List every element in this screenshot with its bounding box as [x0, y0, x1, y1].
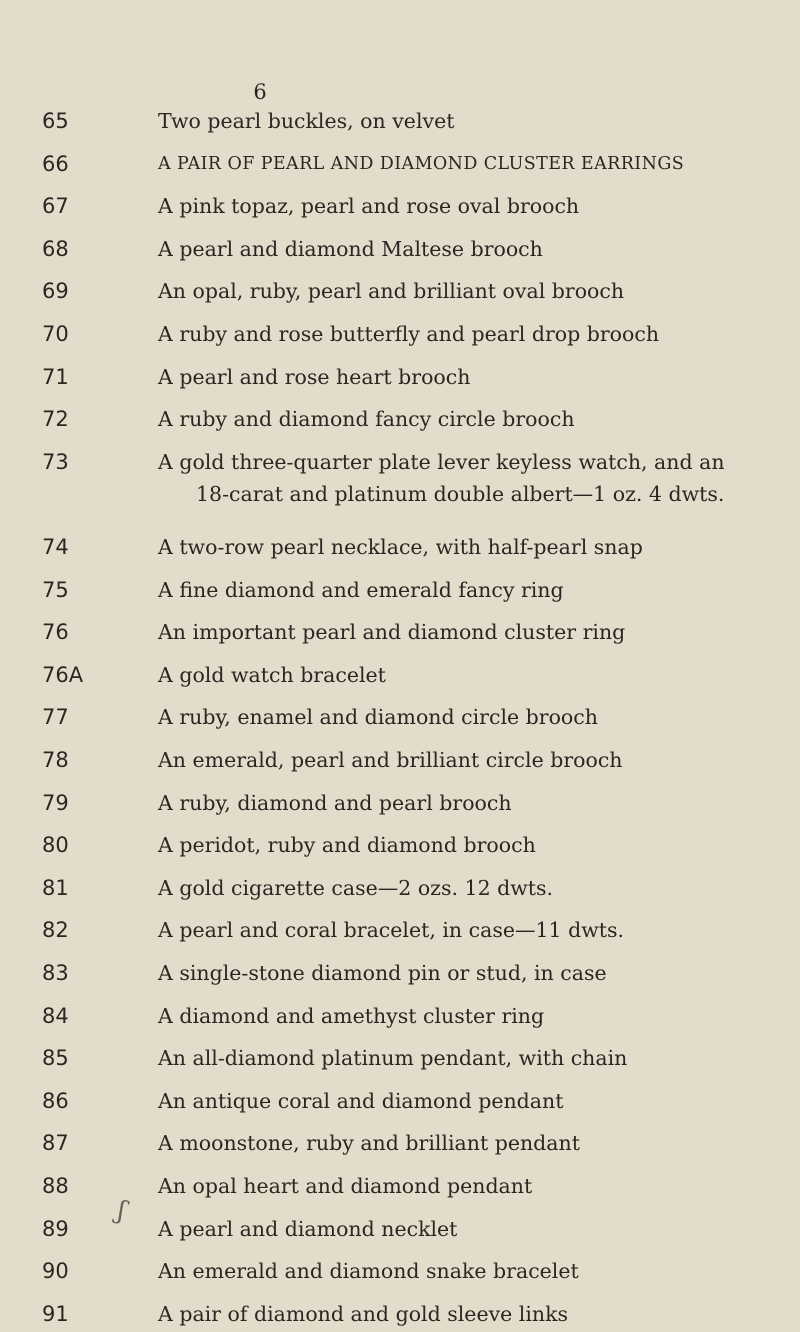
lot-row — [0, 744, 800, 778]
lot-number: 84 — [42, 1003, 69, 1028]
lot-number: 91 — [42, 1301, 69, 1326]
lot-row — [0, 574, 800, 608]
lot-description-text: A ruby and rose butterfly and pearl drop brooch — [158, 322, 660, 346]
lot-row — [0, 233, 800, 267]
lot-description — [158, 1255, 793, 1287]
lot-description — [158, 829, 793, 861]
lot-description-continuation: 18-carat and platinum double albert—1 oz. 4 dwts. — [196, 481, 725, 506]
lot-number: 68 — [42, 236, 69, 261]
lot-number: 73 — [42, 449, 69, 474]
lot-description-text: A two-row pearl necklace, with half-pearl snap — [158, 535, 643, 559]
lot-description-text: A pair of diamond and gold sleeve links — [158, 1301, 569, 1326]
lot-description — [158, 318, 793, 350]
lot-number: 83 — [42, 961, 69, 985]
lot-number: 77 — [42, 705, 69, 730]
lot-number: 66 — [42, 151, 69, 176]
lot-description-text: An emerald and diamond snake bracelet — [158, 1259, 579, 1284]
lot-description-text: A ruby, diamond and pearl brooch — [158, 790, 512, 815]
lot-description — [158, 1127, 793, 1159]
lot-description-text: An important pearl and diamond cluster ring — [158, 620, 626, 645]
lot-number: 81 — [42, 875, 69, 900]
lot-description — [158, 105, 793, 137]
lot-description-text: An all-diamond platinum pendant, with chain — [158, 1046, 628, 1071]
lot-number: 86 — [42, 1088, 69, 1113]
lot-description-text: A peridot, ruby and diamond brooch — [158, 833, 536, 858]
lot-row — [0, 957, 800, 991]
lot-description-text: A single-stone diamond pin or stud, in case — [158, 961, 607, 985]
lot-row — [0, 275, 800, 309]
lot-row — [0, 1255, 800, 1289]
lot-row — [0, 701, 800, 735]
lot-row — [0, 787, 800, 821]
lot-number: 74 — [42, 535, 69, 559]
lot-number: 88 — [42, 1174, 69, 1198]
lot-number: 79 — [42, 790, 69, 815]
lot-number: 85 — [42, 1046, 69, 1071]
lot-number: 72 — [42, 407, 69, 432]
lot-description — [158, 1000, 793, 1032]
lot-description-text: An opal, ruby, pearl and brilliant oval brooch — [158, 279, 625, 304]
lot-number: 78 — [42, 748, 69, 772]
lot-description — [158, 1298, 793, 1330]
lot-row — [0, 190, 800, 224]
lot-row — [0, 531, 800, 565]
lot-row — [0, 1298, 800, 1332]
lot-description-text: A gold watch bracelet — [158, 662, 386, 687]
lot-row — [0, 361, 800, 395]
lot-description — [158, 701, 793, 733]
lot-number: 65 — [42, 109, 69, 133]
lot-description — [158, 659, 793, 691]
lot-number: 75 — [42, 577, 69, 602]
lot-row — [0, 446, 800, 506]
lot-description — [158, 872, 793, 904]
lot-row — [0, 872, 800, 906]
lot-description-text: A gold three-quarter plate lever keyless watch, and an — [158, 449, 725, 474]
lot-description — [158, 914, 793, 946]
lot-row — [0, 914, 800, 948]
lot-description-text: An antique coral and diamond pendant — [158, 1088, 564, 1113]
lot-description — [158, 148, 793, 180]
lot-number: 71 — [42, 364, 69, 389]
lot-row — [0, 1000, 800, 1034]
lot-description — [158, 1042, 793, 1074]
lot-row — [0, 403, 800, 437]
lot-description-text: A pearl and rose heart brooch — [158, 364, 471, 389]
lot-row — [0, 829, 800, 863]
lot-number: 76 — [42, 620, 69, 645]
lot-description-text: A moonstone, ruby and brilliant pendant — [158, 1131, 580, 1156]
lot-number: 69 — [42, 279, 69, 304]
lot-description-text: A pearl and coral bracelet, in case—11 dwts. — [158, 918, 625, 943]
lot-number: 70 — [42, 322, 69, 346]
lot-description — [158, 361, 793, 393]
lot-description — [158, 233, 793, 265]
page-number: 6 — [253, 80, 267, 104]
lot-row — [0, 1085, 800, 1119]
lot-description-text: A PAIR OF PEARL AND DIAMOND CLUSTER EARRINGS — [158, 153, 685, 174]
lot-description — [158, 1213, 793, 1245]
lot-description — [158, 403, 793, 435]
lot-number: 80 — [42, 833, 69, 858]
lot-number: 76A — [42, 662, 84, 687]
lot-number: 90 — [42, 1259, 69, 1284]
lot-description — [158, 531, 793, 563]
lot-description-text: A fine diamond and emerald fancy ring — [158, 577, 564, 602]
lot-number: 82 — [42, 918, 69, 943]
lot-description — [158, 574, 793, 606]
lot-description-text: An emerald, pearl and brilliant circle brooch — [158, 748, 623, 772]
lot-number: 87 — [42, 1131, 69, 1156]
lot-description-text: Two pearl buckles, on velvet — [158, 109, 455, 133]
lot-row — [0, 148, 800, 182]
lot-row — [0, 659, 800, 693]
lot-description-text: An opal heart and diamond pendant — [158, 1174, 533, 1198]
lot-description — [158, 1085, 793, 1117]
lot-row — [0, 616, 800, 650]
lot-description — [158, 1170, 793, 1202]
lot-description-text: A diamond and amethyst cluster ring — [158, 1003, 545, 1028]
lot-description-text: A pink topaz, pearl and rose oval brooch — [158, 194, 580, 219]
lot-description — [158, 446, 793, 510]
lot-description-text: A pearl and diamond necklet — [158, 1216, 458, 1241]
lot-description — [158, 957, 793, 989]
lot-row — [0, 1127, 800, 1161]
lot-description-text: A pearl and diamond Maltese brooch — [158, 236, 543, 261]
lot-number: 89 — [42, 1216, 69, 1241]
lot-row — [0, 1042, 800, 1076]
stray-pencil-mark: ʃ — [113, 1195, 130, 1227]
lot-description-text: A gold cigarette case—2 ozs. 12 dwts. — [158, 875, 554, 900]
lot-row — [0, 105, 800, 139]
lot-description — [158, 616, 793, 648]
lot-description — [158, 787, 793, 819]
lot-row — [0, 318, 800, 352]
lot-description — [158, 190, 793, 222]
lot-number: 67 — [42, 194, 69, 219]
lot-description — [158, 744, 793, 776]
lot-row — [0, 1170, 800, 1204]
lot-description — [158, 275, 793, 307]
lot-description-text: A ruby, enamel and diamond circle brooch — [158, 705, 598, 730]
lot-description-text: A ruby and diamond fancy circle brooch — [158, 407, 575, 432]
